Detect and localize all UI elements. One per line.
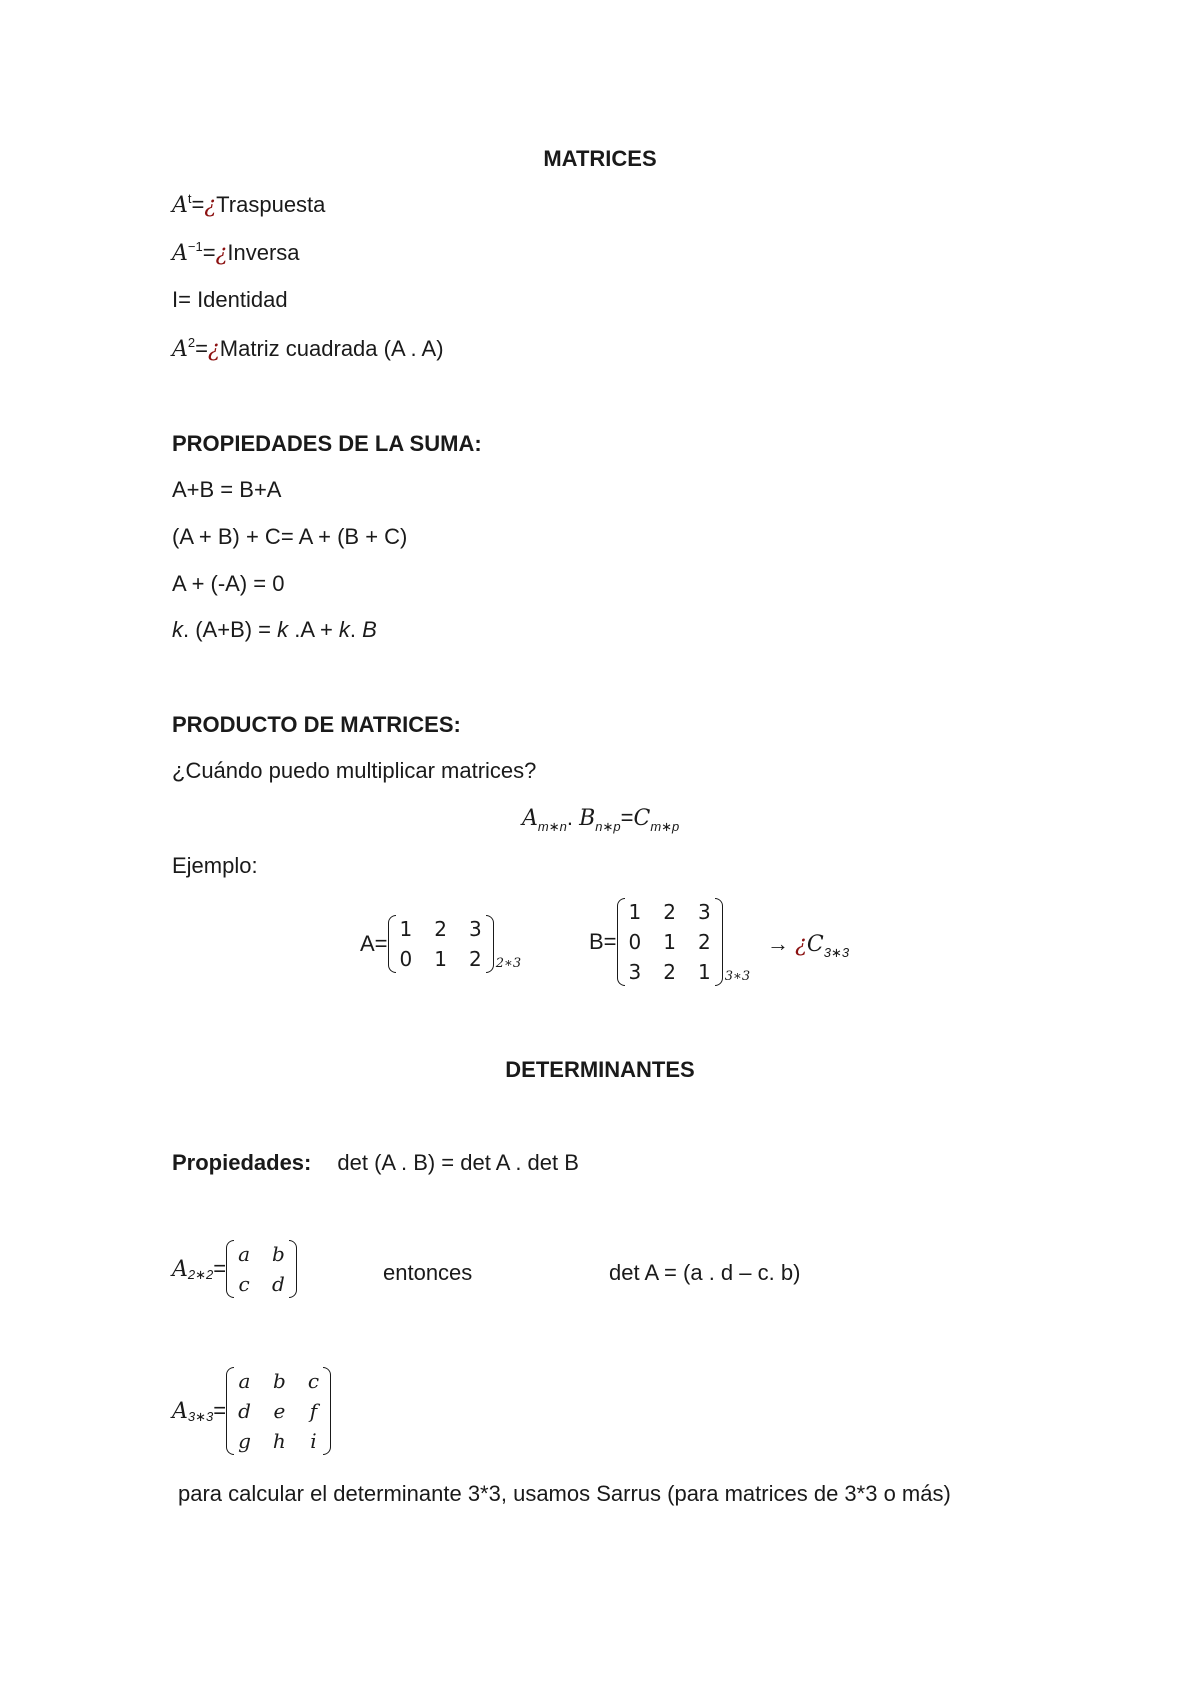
matrix-b: 1 2 3 0 1 2 3 2 1 3∗3 [617,898,751,986]
determinantes-heading: DETERMINANTES [505,1057,695,1082]
determinant-3x3: A 3∗3 = a b c d e f g h i [172,1367,331,1455]
suma-conmutativa: A+B = B+A [172,477,282,502]
example-matrix-b [589,898,750,986]
suma-opuesto: A + (-A) = 0 [172,571,285,596]
det-2x2-formula: det A = (a . d – c. b) [609,1260,801,1285]
matrix-a: 1 2 3 0 1 2 2∗3 [388,915,522,973]
producto-heading: PRODUCTO DE MATRICES: [172,712,461,737]
matrix-a2: a b c d [226,1240,297,1298]
suma-heading: PROPIEDADES DE LA SUMA: [172,431,482,456]
example-result: → ¿$C_{3∗3}$ [767,931,850,960]
producto-question: ¿Cuándo puedo multiplicar matrices? [172,758,537,783]
sarrus-note: para calcular el determinante 3*3, usamos Sarrus (para matrices de 3*3 o más) [178,1481,951,1506]
suma-asociativa: (A + B) + C= A + (B + C) [172,524,408,549]
page-title: MATRICES [543,146,657,171]
producto-formula: $A_{m∗n}$. $B_{n∗p}=C_{m∗p}$ [522,805,680,834]
definition-identidad: I= Identidad [172,287,288,312]
matrix-a3: a b c d e f g h i [226,1367,331,1455]
definition-traspuesta: $A^t=¿Traspuesta$ [172,191,326,218]
entonces-label: entonces [383,1260,473,1285]
matrix-a-label: A= [360,931,388,956]
example-matrix-a [360,915,521,973]
definition-cuadrada: $A^2=¿Matriz$ cuadrada (A . A) [172,335,444,362]
definition-inversa: $A^{-1}=¿Inversa$ [172,239,300,266]
determinantes-propiedades: Propiedades: det (A . B) = det A . det B [172,1150,579,1175]
determinant-2x2: A 2∗2 = a b c d [172,1240,297,1298]
suma-escalar: k. (A+B) = k .A + k. B [172,617,377,642]
example-label: Ejemplo: [172,853,258,878]
matrix-b-label: B= [589,929,617,954]
